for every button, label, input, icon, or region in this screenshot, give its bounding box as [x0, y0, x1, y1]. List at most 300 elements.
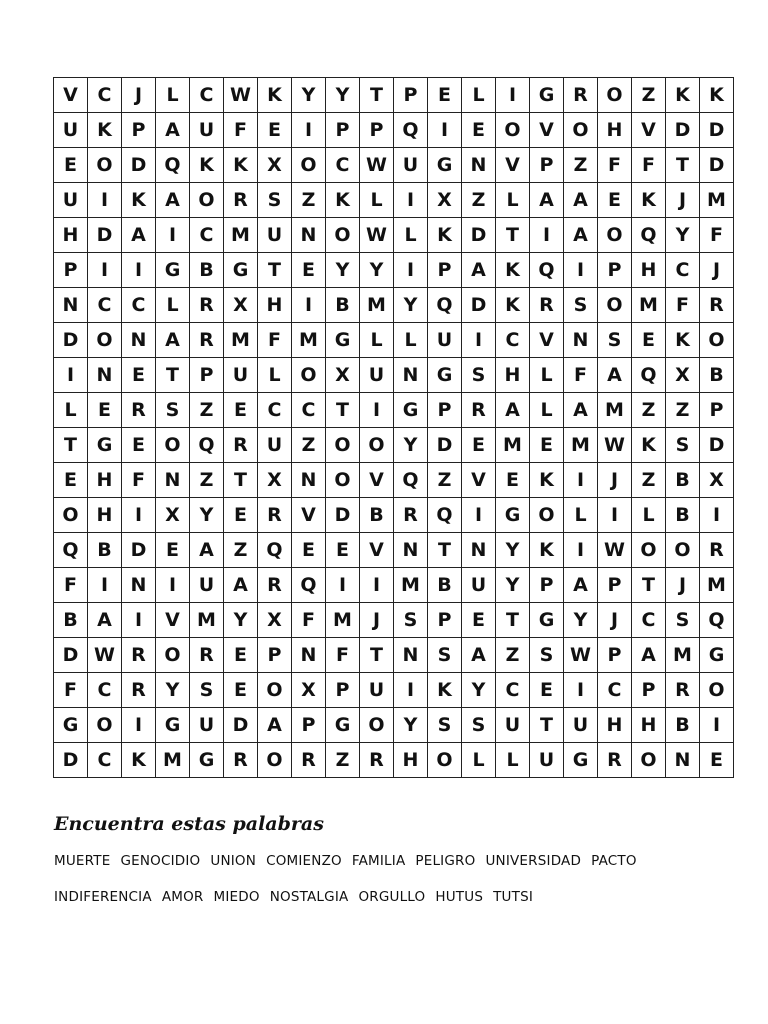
grid-cell: P — [700, 393, 734, 428]
grid-cell: L — [496, 183, 530, 218]
grid-cell: R — [190, 638, 224, 673]
grid-cell: Y — [496, 533, 530, 568]
grid-cell: R — [224, 428, 258, 463]
grid-cell: V — [360, 533, 394, 568]
grid-cell: I — [564, 463, 598, 498]
grid-cell: Y — [292, 78, 326, 113]
grid-cell: Y — [190, 498, 224, 533]
letter-grid — [53, 77, 734, 778]
grid-cell: S — [666, 603, 700, 638]
grid-cell: Q — [258, 533, 292, 568]
grid-cell: D — [462, 218, 496, 253]
grid-cell: R — [292, 743, 326, 778]
grid-cell: U — [190, 568, 224, 603]
word-item: FAMILIA — [351, 853, 406, 869]
grid-cell: A — [564, 393, 598, 428]
grid-cell: E — [292, 533, 326, 568]
grid-cell: A — [462, 638, 496, 673]
grid-cell: O — [292, 358, 326, 393]
grid-cell: U — [530, 743, 564, 778]
grid-cell: S — [428, 638, 462, 673]
grid-cell: C — [88, 673, 122, 708]
grid-cell: X — [258, 463, 292, 498]
grid-cell: I — [462, 323, 496, 358]
grid-cell: R — [530, 288, 564, 323]
grid-cell: D — [326, 498, 360, 533]
grid-cell: Q — [394, 113, 428, 148]
grid-cell: U — [462, 568, 496, 603]
grid-cell: A — [496, 393, 530, 428]
grid-cell: L — [462, 743, 496, 778]
grid-cell: O — [632, 743, 666, 778]
grid-cell: E — [700, 743, 734, 778]
grid-cell: P — [428, 253, 462, 288]
grid-cell: E — [156, 533, 190, 568]
grid-cell: D — [700, 428, 734, 463]
grid-cell: O — [530, 498, 564, 533]
grid-cell: B — [666, 463, 700, 498]
grid-cell: E — [462, 428, 496, 463]
grid-cell: I — [360, 393, 394, 428]
grid-cell: R — [394, 498, 428, 533]
grid-cell: F — [598, 148, 632, 183]
grid-cell: O — [88, 708, 122, 743]
grid-cell: I — [54, 358, 88, 393]
grid-cell: M — [598, 393, 632, 428]
grid-cell: M — [666, 638, 700, 673]
grid-cell: T — [224, 463, 258, 498]
grid-cell: Q — [394, 463, 428, 498]
grid-cell: C — [326, 148, 360, 183]
grid-cell: L — [54, 393, 88, 428]
grid-cell: H — [258, 288, 292, 323]
word-list-line-2 — [54, 889, 533, 905]
grid-cell: I — [598, 498, 632, 533]
grid-cell: P — [122, 113, 156, 148]
grid-cell: E — [54, 463, 88, 498]
grid-cell: D — [54, 323, 88, 358]
grid-cell: D — [88, 218, 122, 253]
grid-cell: Z — [666, 393, 700, 428]
grid-cell: Y — [666, 218, 700, 253]
grid-cell: R — [122, 673, 156, 708]
grid-cell: I — [326, 568, 360, 603]
grid-cell: Y — [156, 673, 190, 708]
grid-cell: R — [122, 638, 156, 673]
grid-cell: U — [258, 218, 292, 253]
grid-cell: Q — [632, 358, 666, 393]
grid-cell: G — [156, 253, 190, 288]
grid-cell: K — [496, 253, 530, 288]
grid-cell: O — [326, 428, 360, 463]
word-item: GENOCIDIO — [120, 853, 201, 869]
grid-cell: W — [360, 218, 394, 253]
grid-cell: E — [462, 603, 496, 638]
grid-cell: F — [326, 638, 360, 673]
grid-cell: D — [54, 743, 88, 778]
grid-cell: P — [598, 638, 632, 673]
grid-cell: I — [292, 113, 326, 148]
grid-cell: K — [122, 743, 156, 778]
grid-cell: Y — [394, 428, 428, 463]
grid-cell: V — [462, 463, 496, 498]
grid-cell: U — [54, 113, 88, 148]
grid-cell: I — [88, 253, 122, 288]
grid-cell: R — [224, 743, 258, 778]
grid-cell: C — [292, 393, 326, 428]
grid-cell: U — [258, 428, 292, 463]
grid-cell: T — [428, 533, 462, 568]
grid-cell: E — [224, 498, 258, 533]
grid-cell: Q — [700, 603, 734, 638]
grid-cell: X — [258, 148, 292, 183]
grid-cell: X — [258, 603, 292, 638]
grid-cell: O — [360, 428, 394, 463]
grid-cell: O — [666, 533, 700, 568]
grid-cell: P — [530, 568, 564, 603]
grid-cell: P — [428, 393, 462, 428]
grid-cell: E — [292, 253, 326, 288]
grid-cell: E — [598, 183, 632, 218]
grid-cell: M — [564, 428, 598, 463]
grid-cell: H — [88, 498, 122, 533]
grid-cell: E — [224, 393, 258, 428]
grid-cell: Z — [190, 393, 224, 428]
grid-cell: I — [496, 78, 530, 113]
word-list-title: Encuentra estas palabras — [54, 813, 324, 835]
grid-cell: V — [496, 148, 530, 183]
grid-cell: R — [564, 78, 598, 113]
grid-cell: M — [224, 323, 258, 358]
grid-cell: N — [292, 638, 326, 673]
grid-cell: H — [632, 253, 666, 288]
grid-cell: M — [394, 568, 428, 603]
grid-cell: Q — [632, 218, 666, 253]
word-list-line-1 — [54, 853, 637, 869]
word-item: ORGULLO — [358, 889, 426, 905]
grid-cell: R — [666, 673, 700, 708]
grid-cell: N — [88, 358, 122, 393]
grid-cell: M — [292, 323, 326, 358]
grid-cell: F — [122, 463, 156, 498]
grid-cell: E — [122, 358, 156, 393]
grid-cell: X — [666, 358, 700, 393]
grid-cell: O — [598, 218, 632, 253]
grid-cell: S — [462, 358, 496, 393]
grid-cell: P — [292, 708, 326, 743]
grid-cell: P — [258, 638, 292, 673]
grid-cell: G — [530, 78, 564, 113]
grid-cell: O — [632, 533, 666, 568]
grid-cell: H — [632, 708, 666, 743]
grid-cell: H — [394, 743, 428, 778]
grid-cell: C — [598, 673, 632, 708]
grid-cell: V — [292, 498, 326, 533]
grid-cell: F — [666, 288, 700, 323]
grid-cell: E — [224, 673, 258, 708]
grid-cell: F — [564, 358, 598, 393]
grid-cell: K — [632, 183, 666, 218]
grid-cell: H — [88, 463, 122, 498]
grid-cell: P — [598, 568, 632, 603]
grid-cell: O — [496, 113, 530, 148]
grid-cell: K — [224, 148, 258, 183]
grid-cell: R — [598, 743, 632, 778]
grid-cell: O — [598, 78, 632, 113]
grid-cell: C — [632, 603, 666, 638]
grid-cell: O — [326, 218, 360, 253]
grid-cell: G — [190, 743, 224, 778]
grid-cell: G — [54, 708, 88, 743]
word-item: AMOR — [161, 889, 204, 905]
grid-cell: L — [360, 323, 394, 358]
grid-cell: B — [700, 358, 734, 393]
grid-cell: G — [394, 393, 428, 428]
grid-cell: M — [156, 743, 190, 778]
grid-cell: C — [190, 218, 224, 253]
grid-cell: C — [88, 743, 122, 778]
grid-cell: U — [190, 113, 224, 148]
grid-cell: Y — [564, 603, 598, 638]
grid-cell: R — [360, 743, 394, 778]
word-item: COMIENZO — [266, 853, 342, 869]
grid-cell: T — [326, 393, 360, 428]
grid-cell: O — [700, 323, 734, 358]
grid-cell: D — [428, 428, 462, 463]
grid-cell: S — [462, 708, 496, 743]
grid-cell: A — [156, 323, 190, 358]
grid-cell: B — [666, 498, 700, 533]
grid-cell: G — [700, 638, 734, 673]
grid-cell: T — [258, 253, 292, 288]
grid-cell: Y — [326, 253, 360, 288]
grid-cell: L — [530, 393, 564, 428]
grid-cell: O — [88, 323, 122, 358]
grid-cell: Z — [292, 183, 326, 218]
grid-cell: J — [360, 603, 394, 638]
grid-cell: I — [564, 253, 598, 288]
grid-cell: D — [122, 533, 156, 568]
grid-cell: K — [666, 78, 700, 113]
grid-cell: I — [88, 183, 122, 218]
grid-cell: Z — [632, 463, 666, 498]
grid-cell: A — [258, 708, 292, 743]
grid-cell: X — [224, 288, 258, 323]
grid-cell: P — [326, 113, 360, 148]
grid-cell: S — [190, 673, 224, 708]
grid-cell: T — [666, 148, 700, 183]
grid-cell: G — [224, 253, 258, 288]
grid-cell: S — [394, 603, 428, 638]
grid-cell: O — [258, 743, 292, 778]
grid-cell: O — [292, 148, 326, 183]
grid-cell: P — [428, 603, 462, 638]
grid-cell: G — [428, 148, 462, 183]
grid-cell: O — [428, 743, 462, 778]
grid-cell: L — [462, 78, 496, 113]
grid-cell: U — [190, 708, 224, 743]
grid-cell: F — [292, 603, 326, 638]
word-item: UNIVERSIDAD — [485, 853, 582, 869]
grid-cell: I — [394, 183, 428, 218]
grid-cell: Z — [224, 533, 258, 568]
grid-cell: I — [122, 498, 156, 533]
grid-cell: U — [428, 323, 462, 358]
grid-cell: L — [156, 78, 190, 113]
grid-cell: W — [598, 533, 632, 568]
grid-cell: E — [54, 148, 88, 183]
grid-cell: Z — [632, 393, 666, 428]
grid-cell: N — [122, 323, 156, 358]
grid-cell: I — [462, 498, 496, 533]
grid-cell: K — [632, 428, 666, 463]
grid-cell: I — [700, 708, 734, 743]
grid-cell: E — [122, 428, 156, 463]
grid-cell: R — [224, 183, 258, 218]
word-item: PACTO — [591, 853, 637, 869]
grid-cell: G — [564, 743, 598, 778]
grid-cell: W — [88, 638, 122, 673]
grid-cell: I — [122, 603, 156, 638]
grid-cell: X — [700, 463, 734, 498]
grid-cell: T — [530, 708, 564, 743]
grid-cell: V — [530, 113, 564, 148]
grid-cell: Q — [54, 533, 88, 568]
grid-cell: M — [360, 288, 394, 323]
grid-cell: A — [598, 358, 632, 393]
grid-cell: U — [394, 148, 428, 183]
grid-cell: R — [190, 323, 224, 358]
grid-cell: O — [360, 708, 394, 743]
grid-cell: X — [292, 673, 326, 708]
grid-cell: B — [360, 498, 394, 533]
grid-cell: N — [292, 463, 326, 498]
grid-cell: U — [496, 708, 530, 743]
grid-cell: A — [156, 183, 190, 218]
grid-cell: N — [564, 323, 598, 358]
grid-cell: A — [564, 183, 598, 218]
grid-cell: Y — [496, 568, 530, 603]
grid-cell: V — [530, 323, 564, 358]
grid-cell: K — [122, 183, 156, 218]
grid-cell: U — [360, 673, 394, 708]
grid-cell: C — [496, 323, 530, 358]
grid-cell: K — [428, 673, 462, 708]
grid-cell: A — [462, 253, 496, 288]
grid-cell: L — [632, 498, 666, 533]
grid-cell: Y — [394, 288, 428, 323]
grid-cell: K — [428, 218, 462, 253]
grid-cell: Z — [428, 463, 462, 498]
grid-cell: Z — [496, 638, 530, 673]
grid-cell: N — [292, 218, 326, 253]
grid-cell: T — [632, 568, 666, 603]
grid-cell: C — [122, 288, 156, 323]
grid-cell: I — [156, 218, 190, 253]
grid-cell: H — [598, 113, 632, 148]
grid-cell: F — [54, 673, 88, 708]
grid-cell: O — [156, 428, 190, 463]
grid-cell: Y — [224, 603, 258, 638]
grid-cell: B — [428, 568, 462, 603]
grid-cell: B — [326, 288, 360, 323]
word-item: INDIFERENCIA — [54, 889, 152, 905]
grid-cell: T — [496, 218, 530, 253]
grid-cell: Q — [292, 568, 326, 603]
grid-cell: F — [224, 113, 258, 148]
grid-cell: E — [530, 428, 564, 463]
grid-cell: R — [258, 568, 292, 603]
grid-cell: U — [54, 183, 88, 218]
grid-cell: T — [156, 358, 190, 393]
grid-cell: B — [88, 533, 122, 568]
grid-cell: L — [530, 358, 564, 393]
grid-cell: J — [666, 568, 700, 603]
grid-cell: X — [156, 498, 190, 533]
grid-cell: E — [428, 78, 462, 113]
grid-cell: Q — [428, 288, 462, 323]
grid-cell: J — [122, 78, 156, 113]
grid-cell: A — [530, 183, 564, 218]
grid-cell: M — [326, 603, 360, 638]
grid-cell: T — [360, 78, 394, 113]
grid-cell: L — [360, 183, 394, 218]
grid-cell: G — [530, 603, 564, 638]
grid-cell: G — [326, 323, 360, 358]
grid-cell: E — [326, 533, 360, 568]
grid-cell: P — [394, 78, 428, 113]
grid-cell: G — [428, 358, 462, 393]
grid-cell: U — [224, 358, 258, 393]
grid-cell: J — [666, 183, 700, 218]
grid-cell: I — [564, 673, 598, 708]
grid-cell: O — [326, 463, 360, 498]
grid-cell: Z — [292, 428, 326, 463]
grid-cell: G — [326, 708, 360, 743]
grid-cell: G — [156, 708, 190, 743]
grid-cell: W — [598, 428, 632, 463]
grid-cell: F — [54, 568, 88, 603]
grid-cell: A — [190, 533, 224, 568]
grid-cell: M — [700, 568, 734, 603]
grid-cell: J — [700, 253, 734, 288]
grid-cell: D — [122, 148, 156, 183]
grid-cell: H — [496, 358, 530, 393]
grid-cell: P — [326, 673, 360, 708]
grid-cell: U — [360, 358, 394, 393]
grid-cell: J — [598, 463, 632, 498]
grid-cell: X — [326, 358, 360, 393]
grid-cell: Z — [190, 463, 224, 498]
grid-cell: A — [122, 218, 156, 253]
grid-cell: I — [530, 218, 564, 253]
grid-cell: I — [394, 253, 428, 288]
grid-cell: I — [428, 113, 462, 148]
grid-cell: W — [360, 148, 394, 183]
grid-cell: E — [530, 673, 564, 708]
grid-cell: I — [394, 673, 428, 708]
grid-cell: O — [258, 673, 292, 708]
grid-cell: Y — [326, 78, 360, 113]
grid-cell: O — [88, 148, 122, 183]
grid-cell: L — [394, 218, 428, 253]
grid-cell: I — [122, 708, 156, 743]
grid-cell: N — [122, 568, 156, 603]
grid-cell: M — [190, 603, 224, 638]
grid-cell: M — [496, 428, 530, 463]
grid-cell: N — [156, 463, 190, 498]
grid-cell: O — [190, 183, 224, 218]
